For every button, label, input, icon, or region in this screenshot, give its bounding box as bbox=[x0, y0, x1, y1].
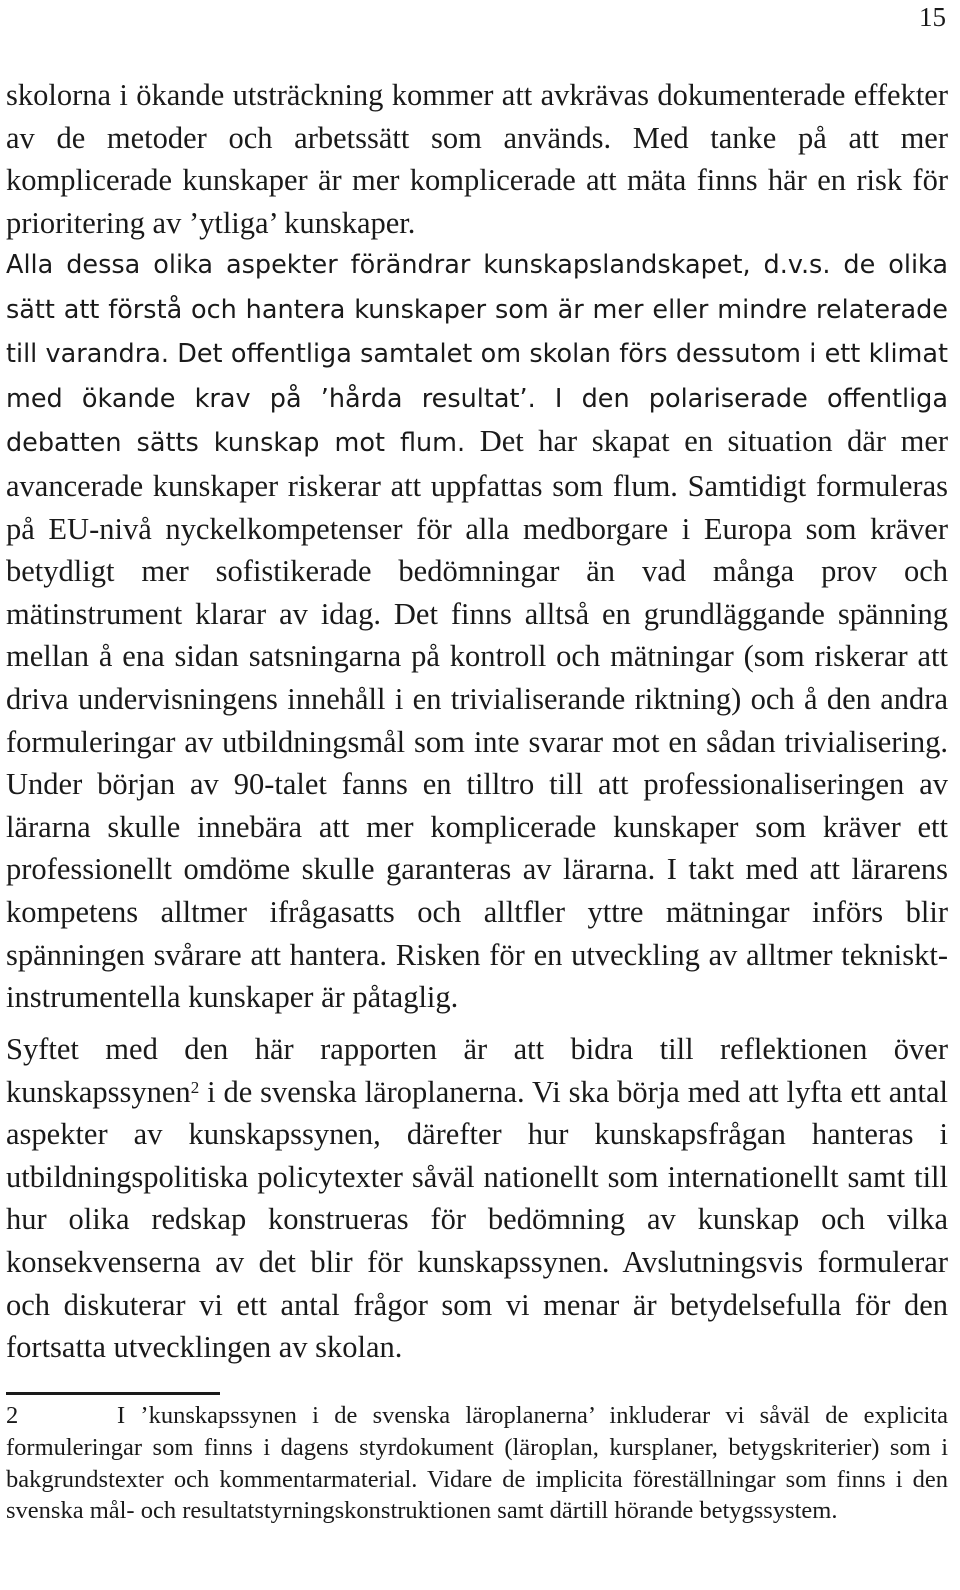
footnote-reference[interactable]: 2 bbox=[190, 1077, 200, 1097]
paragraph-3 bbox=[6, 1028, 948, 1369]
paragraph-3-start: Syftet med den här rapporten är att bidra till reflektionen över kunskapssynen bbox=[6, 1032, 948, 1109]
footnote bbox=[6, 1400, 948, 1527]
paragraph-3-rest: i de svenska läroplanerna. Vi ska börja med att lyfta ett antal aspekter av kunskapssynen, därefter hur kunskapsfrågan hanteras i utbildningspolitiska policytexter såväl nationellt som internationellt samt till hur olika redskap konstrueras för bedömning av kunskap och vilka konsekvenserna av det blir för kunskapssynen. Avslutningsvis formulerar och diskuterar vi ett antal frågor som vi menar är betydelsefulla för den fortsatta utvecklingen av skolan. bbox=[6, 1074, 948, 1365]
paragraph-2-sans-part: Alla dessa olika aspekter förändrar kunskapslandskapet, d.v.s. de olika sätt att förstå och hantera kunskaper som är mer eller mindre relaterade till varandra. Det offentliga samtalet om skolan förs dessutom i ett klimat med ökande krav på ’hårda resultat’. I den polariserade offentliga debatten sätts kunskap mot flum. bbox=[6, 250, 948, 459]
paragraph-2 bbox=[6, 242, 948, 1019]
paragraph-1: skolorna i ökande utsträckning kommer att avkrävas dokumenterade effekter av de metoder och arbetssätt som används. Med tanke på att mer komplicerade kunskaper är mer komplicerade att mäta finns här en risk för prioritering av ’ytliga’ kunskaper. bbox=[6, 78, 948, 240]
footnote-divider bbox=[6, 1392, 220, 1395]
page-number: 15 bbox=[919, 2, 946, 32]
footnote-text: I ’kunskapssynen i de svenska läroplanerna’ inkluderar vi såväl de explicita formuleringar som finns i dagens styrdokument (läroplan, kursplaner, betygskriterier) som i bakgrundstexter och kommentarmaterial. Vidare de implicita föreställningar som finns i den svenska mål- och resultatstyrningskonstruktionen samt därtill hörande betygssystem. bbox=[6, 1402, 948, 1525]
footnote-number: 2 bbox=[6, 1402, 19, 1429]
paragraph-2-serif-part: Det har skapat en situation där mer avancerade kunskaper riskerar att uppfattas som flum. Samtidigt formuleras på EU-nivå nyckelkompetenser för alla medborgare i Europa som kräver betydligt mer sofistikerade bedömningar än vad många prov och mätinstrument klarar av idag. Det finns alltså en grundläggande spänning mellan å ena sidan satsningarna på kontroll och mätningar (som riskerar att driva undervisningens innehåll i en trivialiserande riktning) och å den andra formuleringar av utbildningsmål som inte svarar mot en sådan trivialisering. Under början av 90-talet fanns en tilltro till att professionaliseringen av lärarna skulle innebära att mer komplicerade kunskaper som kräver ett professionellt omdöme skulle garanteras av lärarna. I takt med att lärarens kompetens alltmer ifrågasatts och alltfler yttre mätningar införs blir spänningen svårare att hantera. Risken för en utveckling av alltmer tekniskt-instrumentella kunskaper är påtaglig. bbox=[6, 424, 949, 1015]
